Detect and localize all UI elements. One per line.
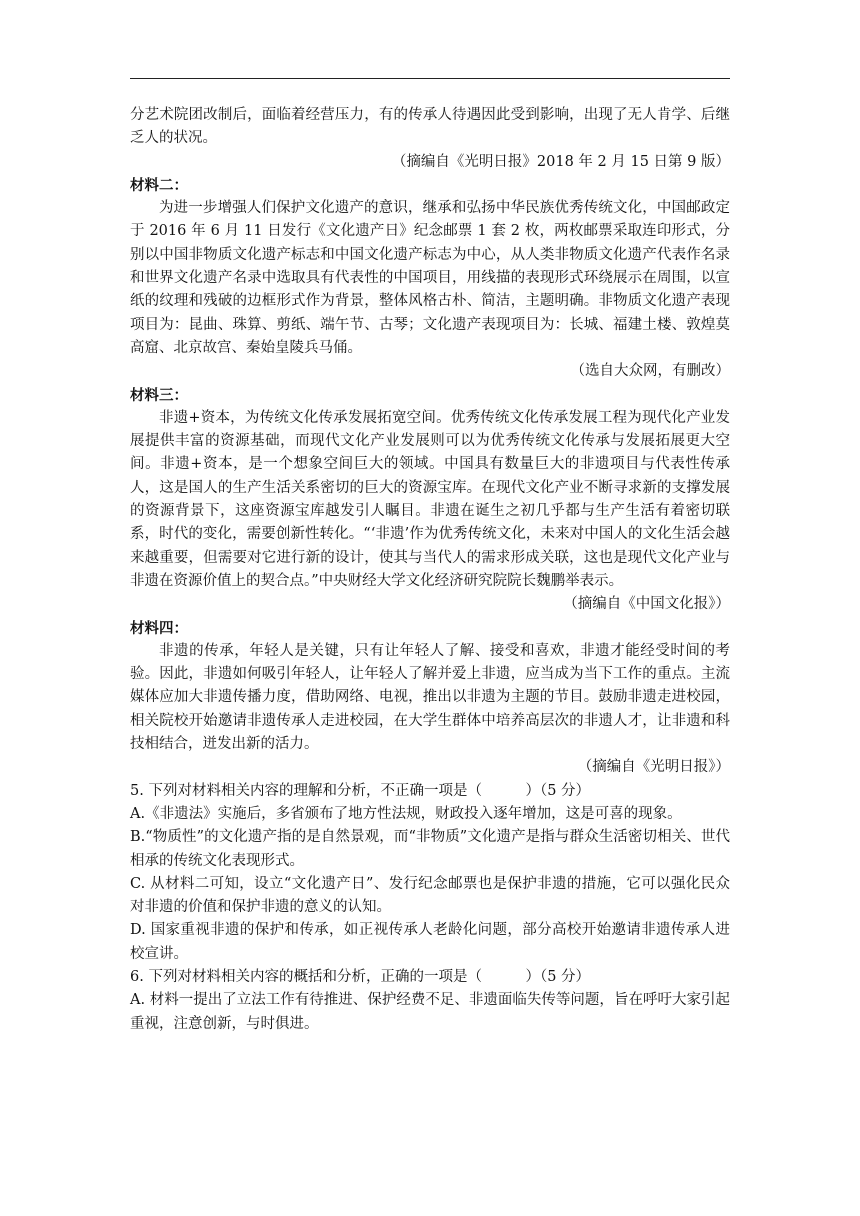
material3-paragraph: 非遗+资本，为传统文化传承发展拓宽空间。优秀传统文化传承发展工程为现代化产业发展提供丰富的资源基础，而现代文化产业发展则可以为优秀传统文化传承与发展拓展更大空间。非遗+资本，是一个想象空间巨大的领域。中国具有数量巨大的非遗项目与代表性传承人，这是国人的生产生活关系密切的巨大的资源宝库。在现代文化产业不断寻求新的支撑发展的资源背景下，这座资源宝库越发引人瞩目。非遗在诞生之初几乎都与生产生活有着密切联系，时代的变化，需要创新性转化。“‘非遗’作为优秀传统文化，未来对中国人的文化生活会越来越重要，但需要对它进行新的设计，使其与当代人的需求形成关联，这也是现代文化产业与非遗在资源价值上的契合点。”中央财经大学文化经济研究院院长魏鹏举表示。	[130, 409, 730, 589]
material4-source: （摘编自《光明日报》）	[577, 759, 730, 776]
question5-stem: 5. 下列对材料相关内容的理解和分析，不正确一项是（ ）（5 分）	[130, 782, 591, 799]
question5-option-c: C. 从材料二可知，设立“文化遗产日”、发行纪念邮票也是保护非遗的措施，它可以强化民众对非遗的价值和保护非遗的意义的认知。	[130, 875, 730, 916]
question5-option-b: B.“物质性”的文化遗产指的是自然景观，而“非物质”文化遗产是指与群众生活密切相关、世代相承的传统文化表现形式。	[130, 829, 730, 869]
material2-source: （选自大众网，有删改）	[570, 363, 730, 380]
question5-option-a: A.《非遗法》实施后，多省颁布了地方性法规，财政投入逐年增加，这是可喜的现象。	[130, 805, 682, 822]
header-rule	[130, 78, 730, 79]
question6-option-a: A. 材料一提出了立法工作有待推进、保护经费不足、非遗面临失传等问题，旨在呼吁大家引起重视，注意创新，与时俱进。	[130, 992, 730, 1032]
material1-source: （摘编自《光明日报》2018 年 2 月 15 日第 9 版）	[391, 153, 730, 170]
material2-heading: 材料二：	[130, 176, 188, 194]
material3-source: （摘编自《中国文化报》）	[563, 596, 730, 613]
material4-paragraph: 非遗的传承，年轻人是关键，只有让年轻人了解、接受和喜欢，非遗才能经受时间的考验。因此，非遗如何吸引年轻人，让年轻人了解并爱上非遗，应当成为当下工作的重点。主流媒体应加大非遗传播力度，借助网络、电视，推出以非遗为主题的节目。鼓励非遗走进校园，相关院校开始邀请非遗传承人走进校园，在大学生群体中培养高层次的非遗人才，让非遗和科技相结合，迸发出新的活力。	[130, 642, 730, 753]
question5-option-d: D. 国家重视非遗的保护和传承，如正视传承人老龄化问题，部分高校开始邀请非遗传承人进校宣讲。	[130, 922, 730, 962]
document-body	[130, 104, 730, 1036]
material1-tail-paragraph: 分艺术院团改制后，面临着经营压力，有的传承人待遇因此受到影响，出现了无人肯学、后继乏人的状况。	[130, 107, 730, 147]
material4-heading: 材料四：	[130, 619, 188, 637]
document-page	[130, 0, 730, 1216]
question6-stem: 6. 下列对材料相关内容的概括和分析，正确的一项是（ ）（5 分）	[130, 968, 591, 985]
material3-heading: 材料三：	[130, 386, 188, 404]
material2-paragraph: 为进一步增强人们保护文化遗产的意识，继承和弘扬中华民族优秀传统文化，中国邮政定于 2016 年 6 月 11 日发行《文化遗产日》纪念邮票 1 套 2 枚，两枚邮票采取连印形式，分别以中国非物质文化遗产标志和中国文化遗产标志为中心，从人类非物质文化遗产代表作名录和世界文化遗产名录中选取具有代表性的中国项目，用线描的表现形式环绕展示在周围，以宣纸的纹理和残破的边框形式作为背景，整体风格古朴、简洁，主题明确。非物质文化遗产表现项目为：昆曲、珠算、剪纸、端午节、古琴；文化遗产表现项目为：长城、福建土楼、敦煌莫高窟、北京故宫、秦始皇陵兵马俑。	[130, 200, 730, 356]
